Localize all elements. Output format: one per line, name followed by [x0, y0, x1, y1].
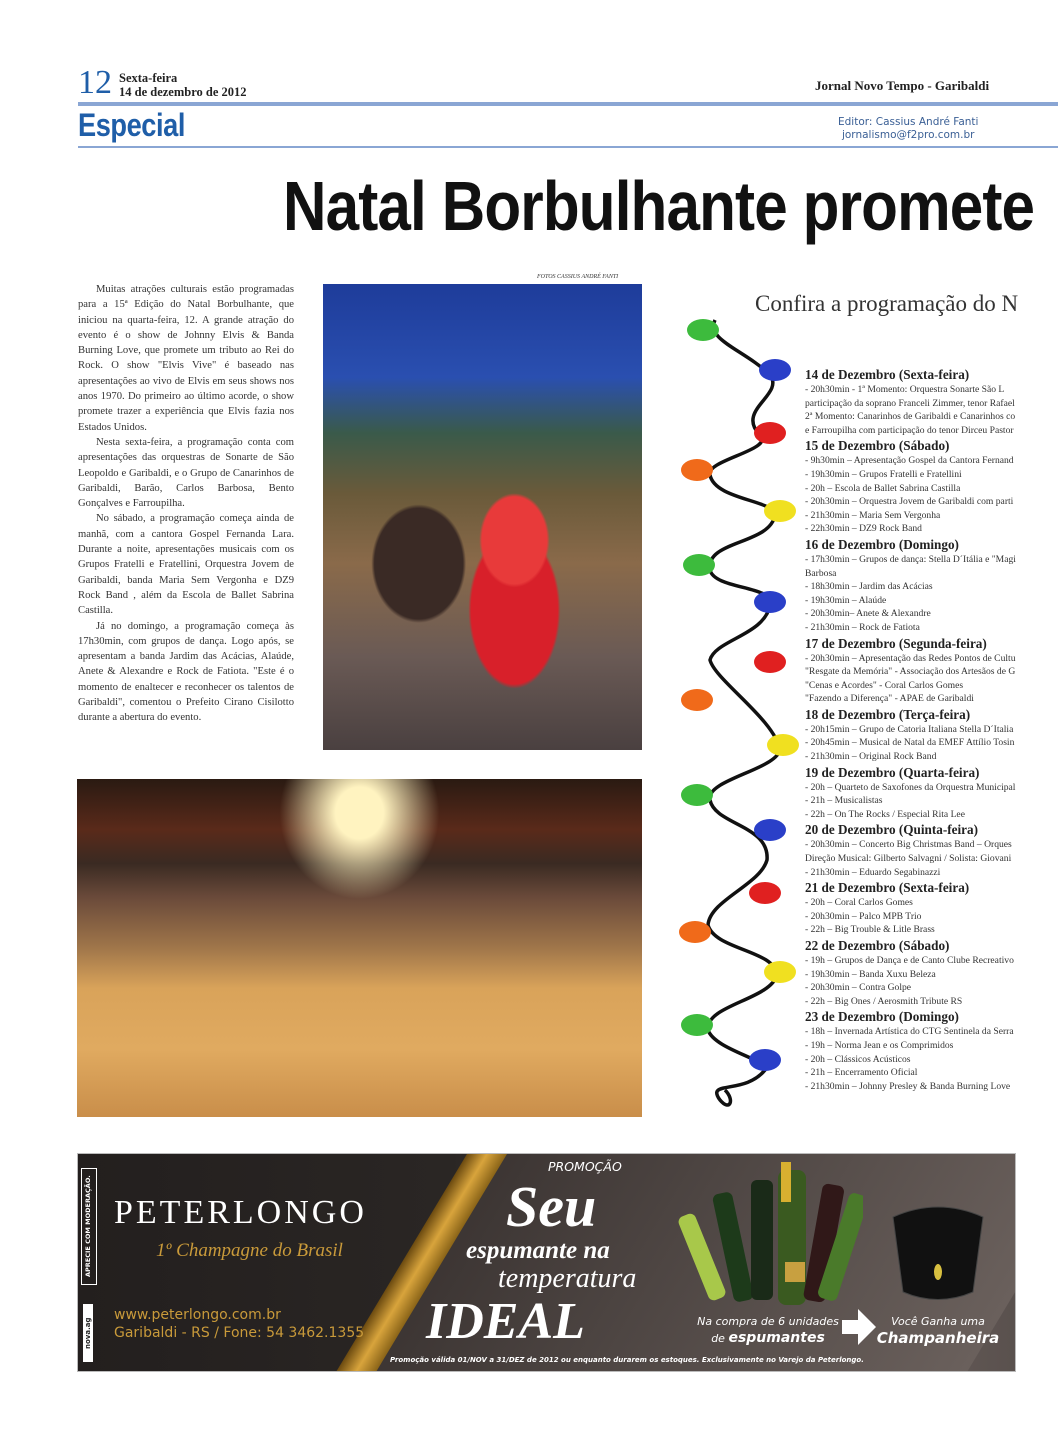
- promo-validity: Promoção válida 01/NOV a 31/DEZ de 2012 ou enquanto durarem os estoques. Exclusivamente no Varejo da Peterlongo.: [390, 1356, 864, 1364]
- bulb-icon: [754, 591, 786, 613]
- bulb-icon: [681, 689, 713, 711]
- paragraph: Já no domingo, a programação começa às 17h30min, com grupos de dança. Logo após, se apresentam a banda Jardim das Acácias, Alaúde, Anete & Alexandre e Rock de Fatiota. "Este é o momento de enaltecer e reconhecer os talentos de Garibaldi", comentou o Prefeito Cirano Cisilotto durante a abertura do evento.: [78, 620, 294, 724]
- editor-name: Editor: Cassius André Fanti: [838, 116, 979, 128]
- schedule-day-heading: 18 de Dezembro (Terça-feira): [805, 706, 971, 722]
- schedule-item: - 20h15min – Grupo de Catoria Italiana Stella D´Italia: [805, 723, 1014, 735]
- ad-phone: Garibaldi - RS / Fone: 54 3462.1355: [114, 1325, 365, 1341]
- christmas-lights-illustration: [675, 300, 805, 1120]
- photo-credit: FOTOS CASSIUS ANDRÉ FANTI: [537, 274, 619, 280]
- bulb-icon: [681, 1014, 713, 1036]
- schedule-day-heading: 16 de Dezembro (Domingo): [805, 536, 959, 552]
- schedule-item: - 18h – Invernada Artística do CTG Sentinela da Serra: [805, 1026, 1014, 1038]
- schedule-item: - 20h45min – Musical de Natal da EMEF Attílio Tosin: [805, 737, 1015, 749]
- offer-pre: de: [711, 1332, 725, 1345]
- weekday: Sexta-feira: [119, 71, 178, 85]
- schedule-item: - 20h – Clássicos Acústicos: [805, 1053, 911, 1065]
- schedule-item: - 22h30min – DZ9 Rock Band: [805, 523, 922, 535]
- schedule-day-heading: 15 de Dezembro (Sábado): [805, 438, 950, 454]
- schedule-item: - 21h – Musicalistas: [805, 795, 883, 807]
- schedule-day-heading: 17 de Dezembro (Segunda-feira): [805, 635, 987, 651]
- photo-candy-canes-crowd: [323, 284, 642, 750]
- ad-headline-1: Seu: [506, 1174, 597, 1239]
- bulb-icon: [759, 359, 791, 381]
- schedule-item: - 19h30min – Grupos Fratelli e Fratellini: [805, 468, 962, 480]
- schedule-item: Direção Musical: Gilberto Salvagni / Solista: Giovani: [805, 853, 1012, 865]
- schedule-item: - 19h30min – Banda Xuxu Beleza: [805, 968, 936, 980]
- bulb-icon: [681, 459, 713, 481]
- schedule-item: - 17h30min – Grupos de dança: Stella D´Itália e "Magi: [805, 553, 1016, 565]
- schedule-item: - 20h – Quarteto de Saxofones da Orquestra Municipal: [805, 781, 1016, 793]
- gift-line-1: Você Ganha uma: [891, 1315, 985, 1328]
- section-title: Especial: [78, 107, 185, 143]
- arrow-right-icon: [842, 1309, 876, 1345]
- schedule-item: e Farroupilha com participação do tenor Dirceu Pastor: [805, 424, 1014, 436]
- editor-email[interactable]: jornalismo@f2pro.com.br: [841, 129, 975, 141]
- schedule-item: participação da soprano Franceli Zimmer, tenor Rafael: [805, 397, 1015, 409]
- paragraph: Muitas atrações culturais estão programadas para a 15ª Edição do Natal Borbulhante, que iniciou na quarta-feira, 12. A grande atração do evento é o show de Johnny Elvis & Banda Burning Love, que promete um tributo ao Rei do Rock. O show "Elvis Vive" é baseado nas apresentações ao vivo de Elvis em seus shows nos anos 1970. Do primeiro ao último acorde, o show promete trazer a experiência que Elvis fazia nos Estados Unidos.: [78, 284, 294, 433]
- bulb-icon: [754, 819, 786, 841]
- schedule-item: - 22h – Big Ones / Aerosmith Tribute RS: [805, 995, 963, 1007]
- header-rule: [78, 102, 1058, 106]
- ad-contact: [114, 1306, 364, 1342]
- editor-credit: [838, 116, 978, 142]
- sparkling-wine-bottles: [673, 1162, 863, 1312]
- schedule-item: - 20h30min - 1ª Momento: Orquestra Sonarte São L: [805, 384, 1005, 395]
- gift-text: [873, 1314, 1003, 1348]
- schedule-item: - 21h30min – Rock de Fatiota: [805, 621, 920, 633]
- bulb-icon: [764, 961, 796, 983]
- promo-label: PROMOÇÃO: [548, 1159, 622, 1174]
- schedule-item: - 18h30min – Jardim das Acácias: [805, 581, 933, 593]
- brand-logo: PETERLONGO: [114, 1194, 367, 1231]
- bulb-icon: [754, 422, 786, 444]
- schedule-item: - 9h30min – Apresentação Gospel da Cantora Fernand: [805, 455, 1014, 467]
- ad-headline-3: temperatura: [498, 1263, 637, 1294]
- ad-headline-4: IDEAL: [426, 1293, 585, 1350]
- gift-line-2: Champanheira: [876, 1329, 1000, 1347]
- schedule-item: - 20h – Escola de Ballet Sabrina Castilla: [805, 482, 961, 494]
- schedule-item: - 22h – On The Rocks / Especial Rita Lee: [805, 808, 965, 820]
- newspaper-name: Jornal Novo Tempo - Garibaldi: [815, 78, 990, 93]
- headline: Natal Borbulhante promete: [283, 167, 1035, 245]
- bulb-icon: [683, 554, 715, 576]
- champagne-bucket: [888, 1202, 988, 1307]
- schedule-item: - 20h30min – Concerto Big Christmas Band – Orques: [805, 839, 1012, 851]
- schedule-item: - 21h30min – Eduardo Segabinazzi: [805, 866, 941, 878]
- schedule-item: - 22h – Big Trouble & Litle Brass: [805, 924, 935, 936]
- bulb-icon: [764, 500, 796, 522]
- bulb-icon: [749, 882, 781, 904]
- bulb-icon: [767, 734, 799, 756]
- ad-url[interactable]: www.peterlongo.com.br: [114, 1307, 281, 1323]
- schedule-item: - 20h30min – Contra Golpe: [805, 982, 912, 994]
- bulb-icon: [679, 921, 711, 943]
- photo-stage-audience: [77, 779, 642, 1117]
- schedule-day-heading: 19 de Dezembro (Quarta-feira): [805, 764, 980, 780]
- schedule-item: - 20h – Coral Carlos Gomes: [805, 897, 913, 909]
- offer-line-2: espumantes: [728, 1330, 825, 1346]
- paragraph: No sábado, a programação começa ainda de manhã, com a cantora Gospel Fernanda Lara. Durante a noite, apresentações musicais com os Grupos Fratelli e Fratellini, Orquestra Jovem de Garibaldi, banda Maria Sem Vergonha e DZ9 Rock Band , além da Escola de Ballet Sabrina Castilla.: [78, 513, 294, 617]
- schedule-list: [805, 366, 1058, 1093]
- offer-line-1: Na compra de 6 unidades: [697, 1315, 839, 1328]
- schedule-item: - 20h30min – Orquestra Jovem de Garibaldi com parti: [805, 496, 1014, 508]
- offer-text: [693, 1314, 843, 1347]
- schedule-day-heading: 14 de Dezembro (Sexta-feira): [805, 367, 970, 382]
- schedule-title: Confira a programação do N: [755, 291, 1019, 316]
- schedule-item: - 21h30min – Original Rock Band: [805, 751, 937, 763]
- schedule-item: - 20h30min – Apresentação das Redes Pontos de Cultu: [805, 652, 1016, 664]
- schedule-day-heading: 21 de Dezembro (Sexta-feira): [805, 880, 970, 896]
- schedule-item: - 20h30min – Palco MPB Trio: [805, 910, 922, 922]
- schedule-item: - 20h30min– Anete & Alexandre: [805, 608, 931, 620]
- schedule-item: - 19h – Norma Jean e os Comprimidos: [805, 1039, 954, 1051]
- schedule-item: "Fazendo a Diferença" - APAE de Garibaldi: [805, 693, 974, 705]
- schedule-item: Barbosa: [805, 567, 837, 579]
- section-rule: [78, 146, 1058, 148]
- issue-date: [119, 71, 247, 99]
- agency-mark: nova.ag: [83, 1304, 93, 1362]
- date: 14 de dezembro de 2012: [119, 85, 247, 99]
- bulb-icon: [754, 651, 786, 673]
- schedule-day-heading: 20 de Dezembro (Quinta-feira): [805, 822, 978, 838]
- schedule-item: "Cenas e Acordes" - Coral Carlos Gomes: [805, 679, 964, 691]
- schedule-item: - 21h – Encerramento Oficial: [805, 1067, 918, 1079]
- schedule-item: 2ª Momento: Canarinhos de Garibaldi e Canarinhos co: [805, 411, 1016, 423]
- bulb-icon: [687, 319, 719, 341]
- ad-headline-2: espumante na: [466, 1237, 610, 1264]
- article-body: [78, 282, 294, 726]
- schedule-day-heading: 22 de Dezembro (Sábado): [805, 938, 950, 953]
- peterlongo-advertisement[interactable]: [77, 1153, 1016, 1372]
- schedule-item: "Resgate da Memória" - Associação dos Artesãos de G: [805, 666, 1016, 678]
- schedule-day-heading: 23 de Dezembro (Domingo): [805, 1009, 959, 1025]
- page-number: 12: [78, 64, 112, 101]
- paragraph: Nesta sexta-feira, a programação conta com apresentações das orquestras de Sonarte de São Leopoldo e Garibaldi, e o Grupo de Canarinhos de Garibaldi, Barão, Carlos Barbosa, Bento Gonçalves e Farroupilha.: [78, 436, 294, 510]
- moderation-notice: APRECIE COM MODERAÇÃO.: [81, 1168, 97, 1285]
- brand-tagline: 1º Champagne do Brasil: [156, 1240, 343, 1261]
- bulb-icon: [749, 1049, 781, 1071]
- bulb-icon: [681, 784, 713, 806]
- schedule-item: - 19h – Grupos de Dança e de Canto Clube Recreativo: [805, 955, 1014, 966]
- schedule-item: - 21h30min – Maria Sem Vergonha: [805, 509, 941, 521]
- schedule-item: - 19h30min – Alaúde: [805, 594, 887, 606]
- schedule-item: - 21h30min – Johnny Presley & Banda Burning Love: [805, 1080, 1011, 1092]
